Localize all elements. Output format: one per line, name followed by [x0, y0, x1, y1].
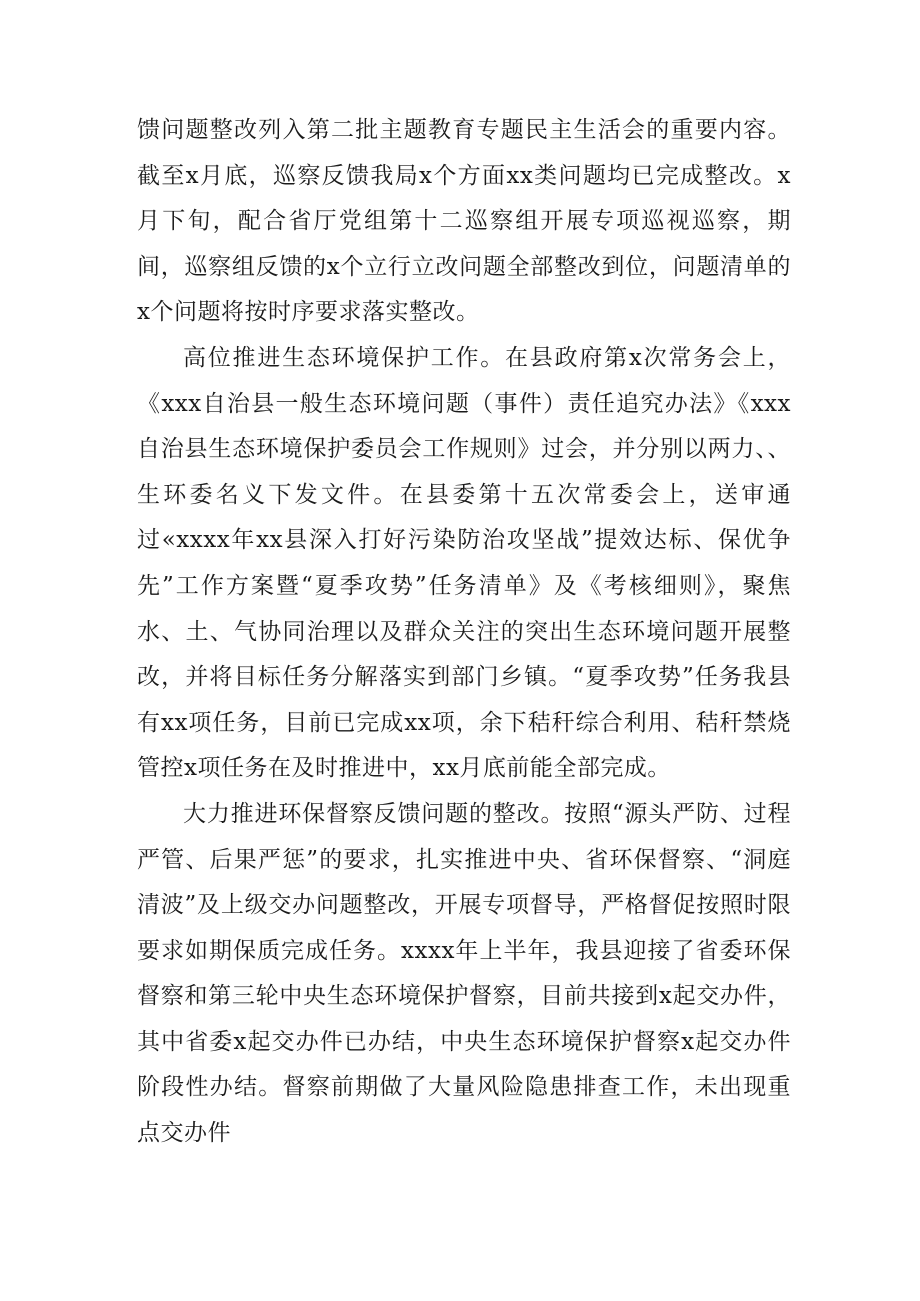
document-body [137, 108, 791, 1157]
paragraph-continuation: 馈问题整改列入第二批主题教育专题民主生活会的重要内容。截至x月底，巡察反馈我局x个方面xx类问题均已完成整改。x月下旬，配合省厅党组第十二巡察组开展专项巡视巡察，期间，巡察组反馈的x个立行立改问题全部整改到位，问题清单的x个问题将按时序要求落实整改。 [137, 117, 791, 326]
paragraph-ecological-protection: 高位推进生态环境保护工作。在县政府第x次常务会上，《xxx自治县一般生态环境问题（事件）责任追究办法》《xxx自治县生态环境保护委员会工作规则》过会，并分别以两力、、生环委名义下发文件。在县委第十五次常委会上，送审通过«xxxx年xx县深入打好污染防治攻坚战”提效达标、保优争先”工作方案暨“夏季攻势”任务清单》及《考核细则》，聚焦水、土、气协同治理以及群众关注的突出生态环境问题开展整改，并将目标任务分解落实到部门乡镇。“夏季攻势”任务我县有xx项任务，目前已完成xx项，余下秸秆综合利用、秸秆禁烧管控x项任务在及时推进中，xx月底前能全部完成。 [137, 344, 791, 782]
paragraph-inspection-rectification: 大力推进环保督察反馈问题的整改。按照“源头严防、过程严管、后果严惩”的要求，扎实推进中央、省环保督察、“洞庭清波”及上级交办问题整改，开展专项督导，严格督促按照时限要求如期保质完成任务。xxxx年上半年，我县迎接了省委环保督察和第三轮中央生态环境保护督察，目前共接到x起交办件，其中省委x起交办件已办结，中央生态环境保护督察x起交办件阶段性办结。督察前期做了大量风险隐患排查工作，未出现重点交办件 [137, 800, 791, 1147]
